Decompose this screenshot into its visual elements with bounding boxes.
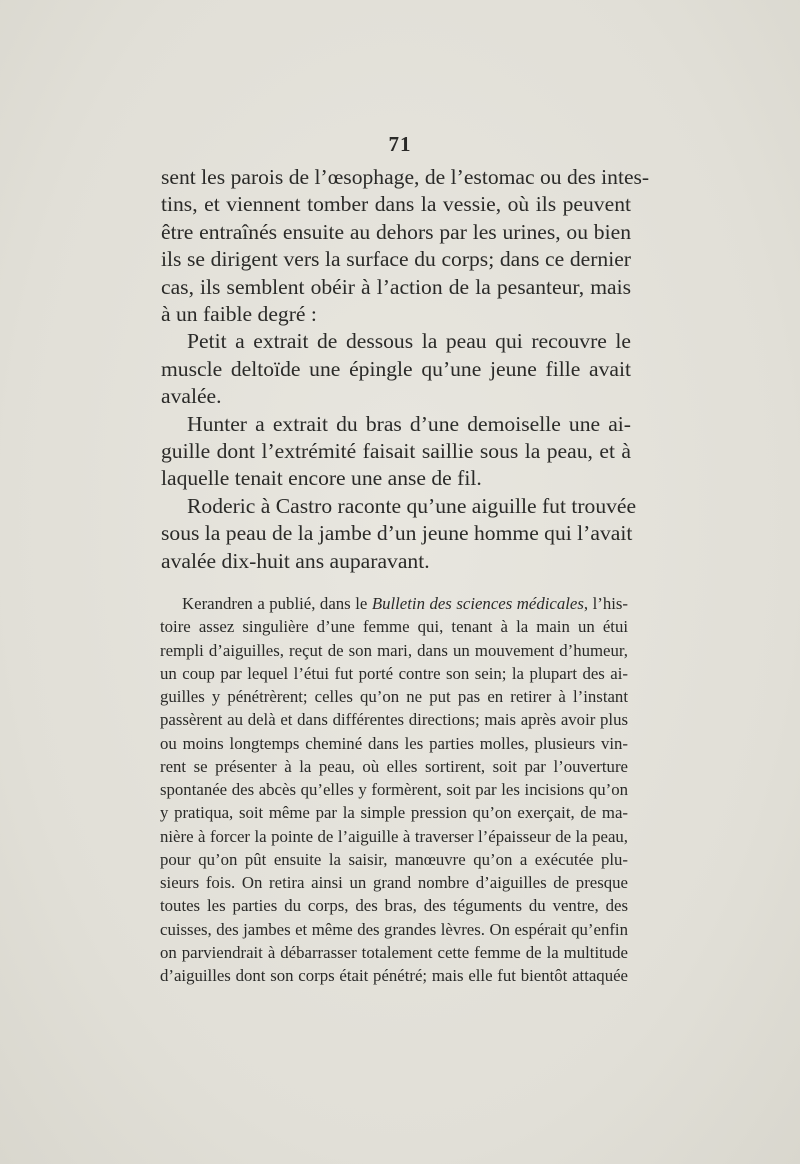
text-line: ils se dirigent vers la surface du corps; dans ce dernier	[161, 247, 631, 272]
footnote-italic-title: Bulletin des sciences médicales	[371, 594, 584, 613]
footnote-line: d’aiguilles dont son corps était pénétré; mais elle fut bientôt attaquée	[160, 966, 628, 985]
main-text-block	[161, 164, 650, 575]
footnote-line: spontanée des abcès qu’elles y formèrent, soit par les incisions qu’on	[160, 780, 628, 799]
text-line: muscle deltoïde une épingle qu’une jeune fille avait	[161, 356, 631, 381]
footnote-line: pour qu’on pût ensuite la saisir, manœuvre qu’on a exécutée plu-	[160, 849, 628, 869]
footnote-line: ou moins longtemps cheminé dans les parties molles, plusieurs vin-	[160, 733, 628, 753]
text-line: avalée.	[161, 384, 222, 409]
footnote-line: toutes les parties du corps, des bras, des téguments du ventre, des	[160, 896, 628, 916]
footnote-line: toire assez singulière d’une femme qui, tenant à la main un étui	[160, 617, 628, 637]
text-line: sent les parois de l’œsophage, de l’estomac ou des intes-	[161, 165, 650, 189]
footnote-text-before: Kerandren a publié, dans le	[182, 594, 372, 613]
footnote-line: passèrent au delà et dans différentes directions; mais après avoir plus	[160, 710, 628, 730]
text-line: cas, ils semblent obéir à l’action de la pesanteur, mais	[161, 274, 631, 299]
page-number: 71	[388, 132, 412, 156]
text-line: avalée dix-huit ans auparavant.	[161, 548, 430, 573]
footnote-line: on parviendrait à débarrasser totalement cette femme de la multitude	[160, 942, 628, 962]
footnote-first-line	[160, 592, 628, 615]
footnote-line: un coup par lequel l’étui fut porté contre son sein; la plupart des ai-	[160, 663, 628, 683]
text-line: sous la peau de la jambe d’un jeune homme qui l’avait	[161, 521, 633, 546]
footnote-line: rent se présenter à la peau, où elles sortirent, soit par l’ouverture	[160, 756, 628, 776]
footnote-line: cuisses, des jambes et même des grandes lèvres. On espérait qu’enfin	[160, 919, 628, 939]
text-line: à un faible degré :	[161, 302, 317, 327]
footnote-line: nière à forcer la pointe de l’aiguille à traverser l’épaisseur de la peau,	[160, 826, 628, 846]
footnote-text-block	[160, 592, 628, 987]
text-line: être entraînés ensuite au dehors par les urines, ou bien	[161, 219, 631, 244]
footnote-line: rempli d’aiguilles, reçut de son mari, dans un mouvement d’humeur,	[160, 640, 628, 660]
text-line: Hunter a extrait du bras d’une demoiselle une ai-	[187, 411, 631, 436]
text-line: tins, et viennent tomber dans la vessie, où ils peuvent	[161, 192, 631, 217]
footnote-line: sieurs fois. On retira ainsi un grand nombre d’aiguilles de presque	[160, 873, 628, 892]
text-line: Petit a extrait de dessous la peau qui recouvre le	[187, 329, 631, 354]
text-line: guille dont l’extrémité faisait saillie sous la peau, et à	[161, 439, 631, 464]
footnote-line: y pratiqua, soit même par la simple pression qu’on exerçait, de ma-	[160, 803, 628, 823]
text-line: Roderic à Castro raconte qu’une aiguille fut trouvée	[187, 493, 637, 518]
text-line: laquelle tenait encore une anse de fil.	[161, 466, 482, 491]
footnote-text-after: , l’his-	[583, 594, 629, 613]
footnote-line: guilles y pénétrèrent; celles qu’on ne put pas en retirer à l’instant	[160, 687, 628, 706]
